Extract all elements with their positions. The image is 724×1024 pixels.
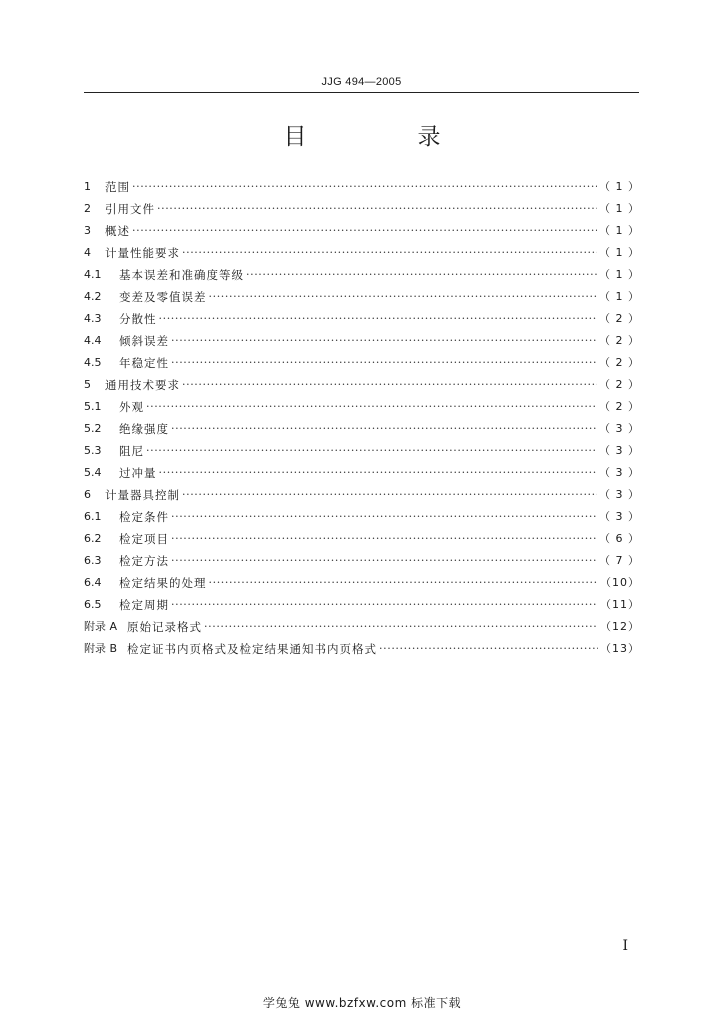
table-of-contents bbox=[84, 176, 640, 660]
toc-entry-title: 计量性能要求 bbox=[105, 246, 180, 260]
toc-entry[interactable] bbox=[84, 616, 640, 638]
toc-entry[interactable] bbox=[84, 396, 640, 418]
toc-leader-dots bbox=[132, 176, 597, 198]
toc-entry[interactable] bbox=[84, 242, 640, 264]
toc-leader-dots bbox=[182, 374, 597, 396]
toc-entry-page: （13） bbox=[600, 642, 640, 655]
toc-entry-number: 4 bbox=[84, 246, 91, 259]
toc-entry-number: 附录 A bbox=[84, 620, 118, 633]
toc-leader-dots bbox=[171, 550, 597, 572]
toc-entry-number: 4.3 bbox=[84, 312, 102, 325]
toc-entry-title: 计量器具控制 bbox=[105, 488, 180, 502]
toc-entry-page: （ 1 ） bbox=[599, 290, 640, 303]
toc-entry[interactable] bbox=[84, 572, 640, 594]
standard-code: JJG 494—2005 bbox=[321, 76, 402, 88]
toc-entry-title: 过冲量 bbox=[119, 466, 157, 480]
toc-entry-page: （ 1 ） bbox=[599, 202, 640, 215]
toc-entry-page: （ 2 ） bbox=[599, 378, 640, 391]
toc-entry-page: （ 1 ） bbox=[599, 180, 640, 193]
toc-entry[interactable] bbox=[84, 264, 640, 286]
toc-entry-page: （ 3 ） bbox=[599, 510, 640, 523]
toc-entry-title: 检定周期 bbox=[119, 598, 169, 612]
footer-watermark: 学兔兔 www.bzfxw.com 标准下载 bbox=[262, 996, 462, 1010]
toc-entry-number: 4.5 bbox=[84, 356, 102, 369]
toc-entry-title: 倾斜误差 bbox=[119, 334, 169, 348]
toc-entry-page: （ 3 ） bbox=[599, 488, 640, 501]
toc-entry-number: 5 bbox=[84, 378, 91, 391]
toc-entry-number: 2 bbox=[84, 202, 91, 215]
toc-entry-title: 范围 bbox=[105, 180, 130, 194]
toc-entry[interactable] bbox=[84, 506, 640, 528]
toc-leader-dots bbox=[246, 264, 597, 286]
toc-entry-number: 6.5 bbox=[84, 598, 102, 611]
toc-entry-number: 6 bbox=[84, 488, 91, 501]
toc-entry-number: 4.2 bbox=[84, 290, 102, 303]
toc-leader-dots bbox=[171, 418, 597, 440]
toc-entry-page: （12） bbox=[600, 620, 640, 633]
toc-leader-dots bbox=[171, 352, 597, 374]
toc-entry[interactable] bbox=[84, 286, 640, 308]
toc-leader-dots bbox=[159, 308, 598, 330]
toc-leader-dots bbox=[209, 286, 598, 308]
toc-entry-title: 分散性 bbox=[119, 312, 157, 326]
toc-entry-title: 阻尼 bbox=[119, 444, 144, 458]
toc-entry-title: 年稳定性 bbox=[119, 356, 169, 370]
toc-entry-number: 6.4 bbox=[84, 576, 102, 589]
toc-leader-dots bbox=[379, 638, 598, 660]
toc-leader-dots bbox=[157, 198, 597, 220]
toc-entry-title: 检定结果的处理 bbox=[119, 576, 207, 590]
toc-leader-dots bbox=[146, 396, 597, 418]
toc-entry-title: 概述 bbox=[105, 224, 130, 238]
toc-leader-dots bbox=[146, 440, 597, 462]
toc-entry-title: 检定证书内页格式及检定结果通知书内页格式 bbox=[127, 642, 378, 656]
toc-entry-page: （11） bbox=[600, 598, 640, 611]
toc-entry[interactable] bbox=[84, 638, 640, 660]
toc-entry-title: 基本误差和准确度等级 bbox=[119, 268, 244, 282]
toc-entry-page: （ 1 ） bbox=[599, 224, 640, 237]
toc-entry[interactable] bbox=[84, 198, 640, 220]
toc-entry[interactable] bbox=[84, 550, 640, 572]
toc-leader-dots bbox=[182, 484, 597, 506]
toc-entry[interactable] bbox=[84, 462, 640, 484]
toc-entry-number: 5.4 bbox=[84, 466, 102, 479]
toc-entry-page: （ 6 ） bbox=[599, 532, 640, 545]
toc-entry-page: （ 1 ） bbox=[599, 246, 640, 259]
toc-entry-number: 6.1 bbox=[84, 510, 102, 523]
toc-leader-dots bbox=[182, 242, 597, 264]
toc-entry[interactable] bbox=[84, 484, 640, 506]
toc-entry-title: 绝缘强度 bbox=[119, 422, 169, 436]
toc-entry-number: 6.2 bbox=[84, 532, 102, 545]
toc-leader-dots bbox=[204, 616, 598, 638]
toc-entry[interactable] bbox=[84, 176, 640, 198]
toc-leader-dots bbox=[159, 462, 598, 484]
toc-entry-number: 5.1 bbox=[84, 400, 102, 413]
toc-entry[interactable] bbox=[84, 352, 640, 374]
toc-leader-dots bbox=[171, 330, 597, 352]
toc-entry-page: （ 2 ） bbox=[599, 334, 640, 347]
toc-entry-page: （ 2 ） bbox=[599, 356, 640, 369]
toc-entry-number: 4.4 bbox=[84, 334, 102, 347]
toc-entry-title: 检定条件 bbox=[119, 510, 169, 524]
toc-entry-number: 1 bbox=[84, 180, 91, 193]
toc-entry[interactable] bbox=[84, 330, 640, 352]
toc-entry-number: 5.3 bbox=[84, 444, 102, 457]
toc-leader-dots bbox=[171, 506, 597, 528]
toc-entry-title: 外观 bbox=[119, 400, 144, 414]
toc-entry-page: （ 1 ） bbox=[599, 268, 640, 281]
toc-entry-page: （ 7 ） bbox=[599, 554, 640, 567]
toc-entry[interactable] bbox=[84, 220, 640, 242]
toc-entry-page: （10） bbox=[600, 576, 640, 589]
toc-entry-title: 检定项目 bbox=[119, 532, 169, 546]
toc-entry[interactable] bbox=[84, 528, 640, 550]
toc-leader-dots bbox=[171, 528, 597, 550]
toc-entry-number: 3 bbox=[84, 224, 91, 237]
toc-entry-title: 通用技术要求 bbox=[105, 378, 180, 392]
toc-entry-page: （ 2 ） bbox=[599, 312, 640, 325]
toc-leader-dots bbox=[132, 220, 597, 242]
page-header bbox=[84, 70, 639, 93]
toc-entry-title: 检定方法 bbox=[119, 554, 169, 568]
toc-entry-title: 原始记录格式 bbox=[127, 620, 203, 634]
toc-entry-title: 引用文件 bbox=[105, 202, 155, 216]
toc-entry-number: 5.2 bbox=[84, 422, 102, 435]
toc-entry[interactable] bbox=[84, 374, 640, 396]
toc-entry[interactable] bbox=[84, 308, 640, 330]
toc-entry[interactable] bbox=[84, 594, 640, 616]
page-title: 目 录 bbox=[283, 124, 485, 150]
toc-entry[interactable] bbox=[84, 440, 640, 462]
toc-entry-page: （ 3 ） bbox=[599, 444, 640, 457]
page-number: I bbox=[622, 938, 628, 954]
toc-leader-dots bbox=[209, 572, 599, 594]
toc-entry-number: 6.3 bbox=[84, 554, 102, 567]
toc-entry-page: （ 3 ） bbox=[599, 422, 640, 435]
toc-entry-title: 变差及零值误差 bbox=[119, 290, 207, 304]
toc-entry-page: （ 3 ） bbox=[599, 466, 640, 479]
toc-entry-page: （ 2 ） bbox=[599, 400, 640, 413]
toc-entry-number: 4.1 bbox=[84, 268, 102, 281]
toc-entry-number: 附录 B bbox=[84, 642, 118, 655]
toc-entry[interactable] bbox=[84, 418, 640, 440]
toc-leader-dots bbox=[171, 594, 598, 616]
